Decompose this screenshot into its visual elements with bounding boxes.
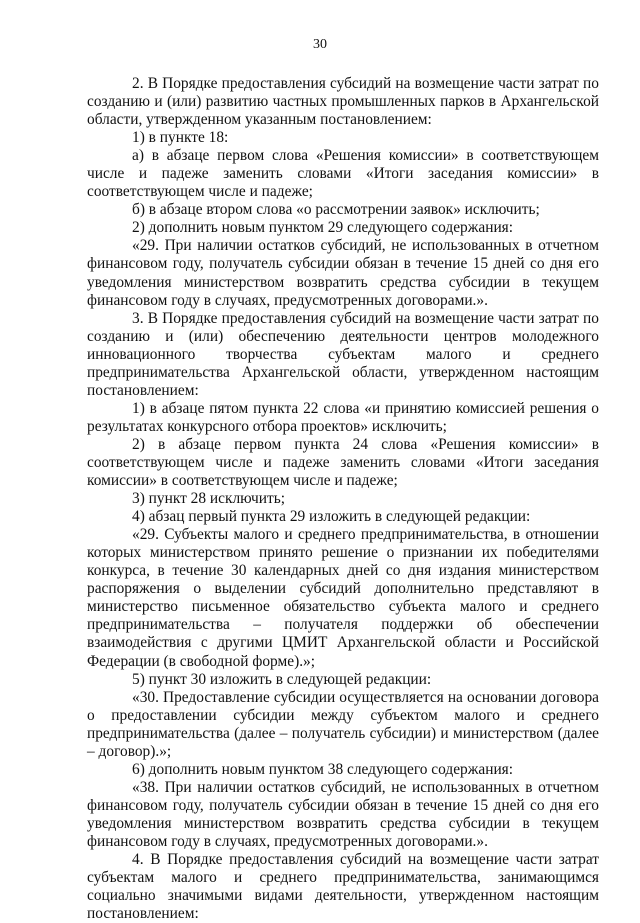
paragraph: «29. При наличии остатков субсидий, не использованных в отчетном финансовом году, получатель субсидии обязан в течение 15 дней со дня его уведомления министерством возвратить средства субсидии в текущем финансовом году в случаях, предусмотренных договорами.». [87, 237, 599, 309]
paragraph: 2) дополнить новым пунктом 29 следующего содержания: [132, 219, 514, 237]
paragraph: «29. Субъекты малого и среднего предпринимательства, в отношении которых министерством принято решение о признании их победителями конкурса, в течение 30 календарных дней со дня издания министерством распоряжения о выделении субсидий дополнительно представляют в министерство письменное обязательство субъекта малого и среднего предпринимательства – получателя поддержки об обеспечении взаимодействия с другими ЦМИТ Архангельской области и Российской Федерации (в свободной форме).»; [87, 526, 599, 670]
paragraph: а) в абзаце первом слова «Решения комиссии» в соответствующем числе и падеже заменить словами «Итоги заседания комиссии» в соответствующем числе и падеже; [87, 147, 599, 201]
paragraph: «38. При наличии остатков субсидий, не использованных в отчетном финансовом году, получатель субсидии обязан в течение 15 дней со дня его уведомления министерством возвратить средства субсидии в текущем финансовом году в случаях, предусмотренных договорами.». [87, 778, 599, 850]
paragraph: «30. Предоставление субсидии осуществляется на основании договора о предоставлении субсидии между субъектом малого и среднего предпринимательства (далее – получатель субсидии) и министерством (далее – договор).»; [87, 688, 599, 760]
paragraph: 6) дополнить новым пунктом 38 следующего содержания: [132, 760, 514, 778]
paragraph: 2) в абзаце первом пункта 24 слова «Решения комиссии» в соответствующем числе и падеже заменить словами «Итоги заседания комиссии» в соответствующем числе и падеже; [87, 435, 599, 490]
paragraph: 4. В Порядке предоставления субсидий на возмещение части затрат субъектам малого и среднего предпринимательства, занимающимся социально значимыми видами деятельности, утвержденном настоящим постановлением: [87, 851, 599, 923]
paragraph: 4) абзац первый пункта 29 изложить в следующей редакции: [132, 508, 531, 526]
paragraph: 2. В Порядке предоставления субсидий на возмещение части затрат по созданию и (или) развитию частных промышленных парков в Архангельской области, утвержденном указанным постановлением: [87, 75, 599, 129]
document-body [87, 75, 599, 923]
paragraph: 3. В Порядке предоставления субсидий на возмещение части затрат по созданию и (или) обеспечению деятельности центров молодежного инновационного творчества субъектам малого и среднего предпринимательства Архангельской области, утвержденном настоящим постановлением: [87, 309, 599, 399]
paragraph: 3) пункт 28 исключить; [132, 490, 286, 508]
paragraph: б) в абзаце втором слова «о рассмотрении заявок» исключить; [132, 201, 540, 219]
page-number: 30 [313, 37, 327, 52]
paragraph: 1) в абзаце пятом пункта 22 слова «и принятию комиссией решения о результатах конкурсного отбора проектов» исключить; [87, 399, 599, 435]
paragraph: 5) пункт 30 изложить в следующей редакции: [132, 670, 432, 688]
paragraph: 1) в пункте 18: [132, 129, 229, 147]
